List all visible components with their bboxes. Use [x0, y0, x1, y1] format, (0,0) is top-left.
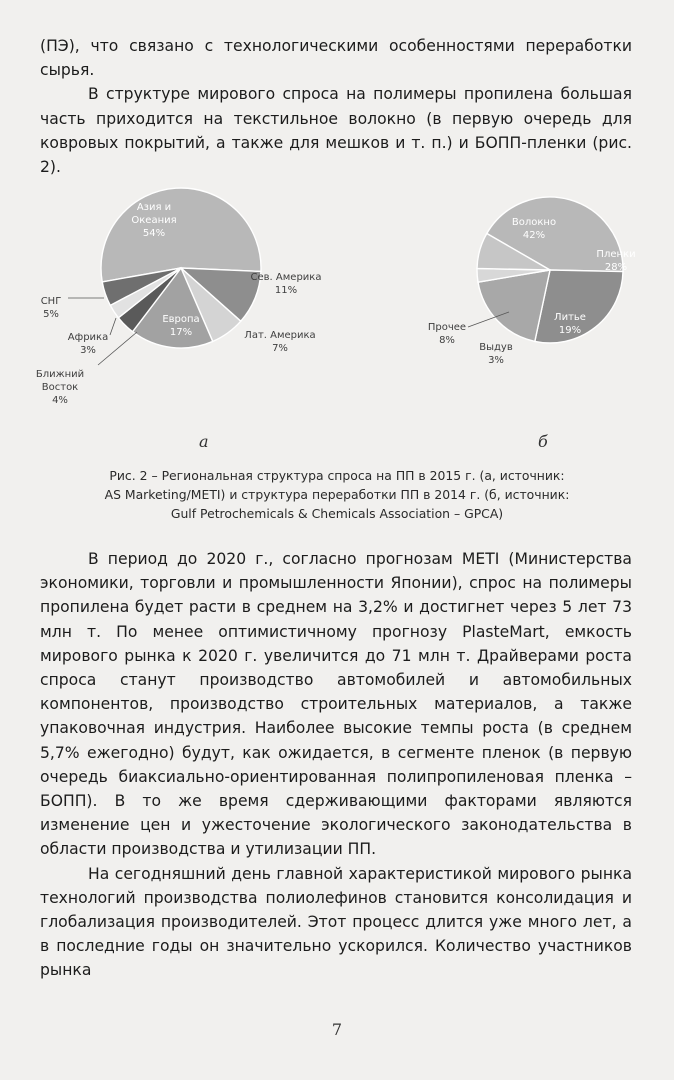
chart1-азия-и-океания-category-label: Океания [131, 215, 177, 226]
chart1-снг-category-label: СНГ [40, 296, 62, 307]
figure-caption [60, 466, 614, 523]
paragraph-forecast: В период до 2020 г., согласно прогнозам METI (Министерства экономики, торговли и промышленности Японии), спрос на полимеры пропилена будет расти в среднем на 3,2% и достигнет через 5 лет 73 млн т. По менее оптимистичному прогнозу PlasteMart, емкость мирового рынка к 2020 г. увеличится до 71 млн т. Драйверами роста спроса станут производство автомобилей и автомобильных компонентов, производство строительных материалов, а также упаковочная индустрия. Наиболее высокие темпы роста (в среднем 5,7% ежегодно) будут, как ожидается, в сегменте пленок (в первую очередь биаксиально-ориентированная полипропиленовая пленка – БОПП). В то же время сдерживающими факторами являются изменение цен и ужесточение экологического законодательства в области производства и утилизации ПП. [40, 550, 632, 859]
chart2-пленки-category-label: Пленки [596, 249, 636, 260]
chart2-литье-category-label: Литье [554, 312, 586, 323]
bottom-text-block [40, 547, 632, 983]
chart2-прочее-value-label: 8% [439, 335, 455, 346]
chart1-азия-и-океания-value-label: 54% [142, 228, 166, 239]
top-text-block [40, 34, 632, 179]
chart1-ближний-восток-value-label: 4% [52, 395, 68, 406]
chart2-выдув-value-label: 3% [488, 355, 504, 366]
chart1-лат-америка-category-label: Лат. Америка [244, 330, 316, 341]
chart1-африка-category-label: Африка [67, 332, 109, 343]
chart1-снг-value-label: 5% [43, 309, 59, 320]
chart1-ближний-восток-category-label: Восток [41, 382, 79, 393]
subfigure-b-label: б [538, 432, 548, 451]
page-number: 7 [331, 1020, 343, 1039]
chart1-европа-category-label: Европа [162, 314, 200, 325]
chart2-волокно-category-label: Волокно [511, 217, 557, 228]
chart1-европа-value-label: 17% [169, 327, 193, 338]
caption-line: Gulf Petrochemicals & Chemicals Association – GPCA) [170, 506, 504, 521]
chart1-африка-value-label: 3% [80, 345, 96, 356]
chart2-литье-value-label: 19% [558, 325, 582, 336]
figure-2 [0, 180, 674, 450]
paragraph-continuation: (ПЭ), что связано с технологическими особенностями переработки сырья. [40, 37, 632, 80]
chart1-ближний-восток-category-label: Ближний [35, 369, 85, 380]
caption-line: Рис. 2 – Региональная структура спроса на ПП в 2015 г. (а, источник: [109, 468, 565, 483]
chart1-африка-leader-line [110, 318, 116, 335]
chart1-сев-америка-category-label: Сев. Америка [250, 272, 322, 283]
chart2-выдув-category-label: Выдув [479, 342, 513, 353]
chart2-пленки-value-label: 28% [604, 262, 628, 273]
paragraph-consolidation: На сегодняшний день главной характеристикой мирового рынка технологий производства полиолефинов становится консолидация и глобализация производителей. Этот процесс длится уже много лет, а в последние годы он значительно ускорился. Количество участников рынка [40, 864, 632, 980]
chart2-прочее-category-label: Прочее [427, 322, 467, 333]
caption-line: AS Marketing/METI) и структура переработки ПП в 2014 г. (б, источник: [104, 487, 570, 502]
chart1-азия-и-океания-category-label: Азия и [136, 202, 172, 213]
subfigure-a-label: а [199, 432, 209, 451]
paragraph-demand-structure: В структуре мирового спроса на полимеры пропилена большая часть приходится на текстильное волокно (в первую очередь для ковровых покрытий, а также для мешков и т. п.) и БОПП-пленки (рис. 2). [40, 85, 632, 177]
chart2-волокно-value-label: 42% [522, 230, 546, 241]
chart1-лат-америка-value-label: 7% [272, 343, 288, 354]
pie-charts-svg [0, 180, 674, 450]
chart1-сев-америка-value-label: 11% [274, 285, 298, 296]
